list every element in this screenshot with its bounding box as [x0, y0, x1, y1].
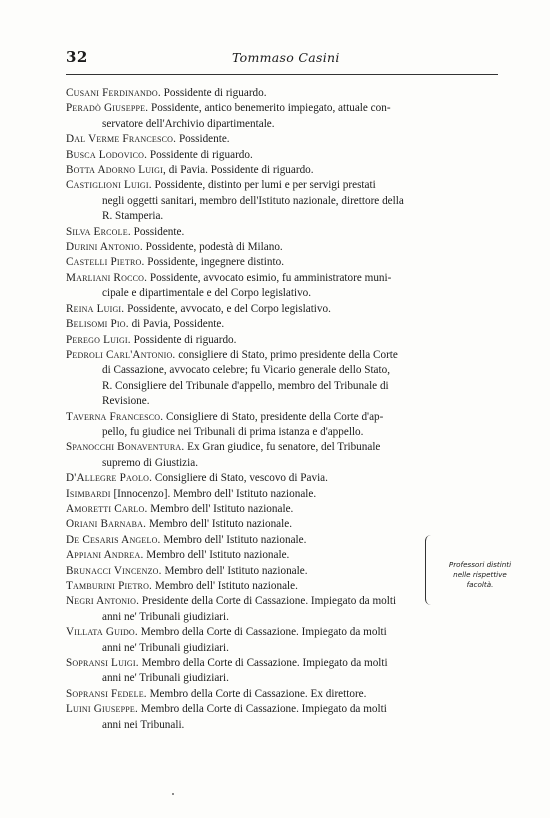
entry-text: Presidente della Corte di Cassazione. Impiegato da molti: [141, 595, 397, 608]
list-item: [66, 410, 498, 441]
entry-text: di Pavia. Possidente di riguardo.: [168, 164, 314, 177]
entry-text: Membro dell' Istituto nazionale.: [148, 518, 293, 531]
entry-text: anni ne' Tribunali giudiziari.: [102, 641, 229, 654]
side-note: [440, 560, 520, 590]
entry-name: Perego Luigi.: [66, 333, 131, 346]
entry-name: D'Allegre Paolo.: [66, 472, 153, 485]
entry-text: di Pavia, Possidente.: [131, 318, 225, 331]
entry-text: consigliere di Stato, primo presidente della Corte: [178, 348, 398, 361]
entry-text: servatore dell'Archivio dipartimentale.: [102, 117, 275, 130]
entry-name: Luini Giuseppe.: [66, 703, 138, 716]
entry-name: Sopransi Luigi.: [66, 657, 139, 670]
list-item: [66, 487, 498, 502]
side-note-line: facoltà.: [466, 580, 494, 589]
entry-text: cipale e dipartimentale e del Corpo legislativo.: [102, 287, 312, 300]
entry-name: Dal Verme Francesco.: [66, 133, 177, 146]
entry-name: Castelli Pietro.: [66, 256, 145, 269]
entry-name: Oriani Barnaba.: [66, 518, 147, 531]
list-item: [66, 178, 498, 224]
list-item: [66, 471, 498, 486]
list-item: [66, 440, 498, 471]
entry-name: Villata Guido.: [66, 626, 138, 639]
entry-text: anni nei Tribunali.: [102, 718, 185, 731]
entry-text: Possidente.: [178, 133, 230, 146]
entry-name: Marliani Rocco.: [66, 271, 148, 284]
header-rule: [66, 74, 498, 75]
entry-text: R. Stamperia.: [102, 210, 164, 223]
page-header: [0, 0, 550, 90]
list-item: [66, 86, 498, 101]
entry-text: Possidente, avvocato, e del Corpo legislativo.: [127, 302, 331, 315]
entry-name: Silva Ercole.: [66, 225, 131, 238]
entry-name: Spanocchi Bonaventura.: [66, 441, 185, 454]
list-item: [66, 702, 498, 733]
list-item: [66, 101, 498, 132]
entry-name: Amoretti Carlo.: [66, 502, 148, 515]
entry-text: supremo di Giustizia.: [102, 456, 199, 469]
side-note-line: nelle rispettive: [453, 570, 507, 579]
entry-text: pello, fu giudice nei Tribunali di prima istanza e d'appello.: [102, 425, 364, 438]
list-item: [66, 502, 498, 517]
entry-name: Tamburini Pietro.: [66, 580, 153, 592]
entry-name: Durini Antonio.: [66, 241, 143, 254]
entry-text: Membro della Corte di Cassazione. Ex direttore.: [149, 687, 367, 700]
list-item: [66, 656, 498, 687]
list-item: [66, 317, 498, 332]
list-item: [66, 333, 498, 348]
list-item: [66, 225, 498, 240]
entry-text: Possidente, podestà di Milano.: [145, 241, 283, 254]
list-item: [66, 240, 498, 255]
entry-list: [66, 86, 498, 733]
list-item: [66, 148, 498, 163]
entry-text: Possidente.: [133, 225, 185, 238]
entry-text: di Cassazione, avvocato celebre; fu Vicario generale dello Stato,: [102, 364, 391, 377]
entry-text: Membro della Corte di Cassazione. Impiegato da molti: [140, 703, 387, 716]
entry-text: Possidente di riguardo.: [163, 87, 267, 99]
entry-name: Negri Antonio.: [66, 595, 140, 608]
entry-text: Ex Gran giudice, fu senatore, del Tribunale: [187, 441, 381, 454]
entry-name: Castiglioni Luigi.: [66, 179, 152, 192]
entry-text: Possidente di riguardo.: [133, 333, 237, 346]
entry-text: anni ne' Tribunali giudiziari.: [102, 672, 229, 685]
entry-name: Brunacci Vincenzo.: [66, 564, 162, 577]
entry-text: anni ne' Tribunali giudiziari.: [102, 610, 229, 623]
entry-text: Possidente, avvocato esimio, fu amministratore muni-: [149, 271, 392, 284]
brace: [425, 535, 435, 605]
list-item: [66, 255, 498, 270]
entry-text: negli oggetti sanitari, membro dell'Istituto nazionale, direttore della: [102, 194, 404, 207]
list-item: [66, 132, 498, 147]
entry-name: Appiani Andrea.: [66, 549, 144, 562]
list-item: [66, 302, 498, 317]
entry-name: Busca Lodovico.: [66, 148, 148, 161]
list-item: [66, 271, 498, 302]
entry-text: Membro dell' Istituto nazionale.: [163, 533, 307, 546]
entry-name: De Cesaris Angelo.: [66, 533, 161, 546]
entry-text: Consigliere di Stato, vescovo di Pavia.: [154, 472, 328, 485]
list-item: [66, 625, 498, 656]
entry-name: Reina Luigi.: [66, 302, 125, 315]
running-head: Tommaso Casini: [232, 50, 340, 65]
entry-text: [Innocenzo]. Membro dell' Istituto nazionale.: [113, 487, 317, 500]
entry-name: Pedroli Carl'Antonio.: [66, 348, 176, 361]
speck: [172, 793, 174, 795]
entry-text: Membro della Corte di Cassazione. Impiegato da molti: [141, 657, 388, 670]
entry-text: Possidente, distinto per lumi e per servigi prestati: [154, 179, 376, 192]
entry-text: Revisione.: [102, 395, 150, 408]
entry-text: Consigliere di Stato, presidente della Corte d'ap-: [166, 410, 384, 423]
list-item: [66, 163, 498, 178]
entry-text: Membro dell' Istituto nazionale.: [164, 564, 308, 577]
page-number: 32: [66, 48, 88, 66]
list-item: [66, 517, 498, 532]
entry-text: Membro dell' Istituto nazionale.: [154, 580, 298, 592]
entry-text: R. Consigliere del Tribunale d'appello, membro del Tribunale di: [102, 379, 389, 392]
side-note-line: Professori distinti: [448, 560, 512, 569]
entry-name: Taverna Francesco.: [66, 410, 164, 423]
entry-text: Membro dell' Istituto nazionale.: [150, 502, 294, 515]
entry-text: Membro dell' Istituto nazionale.: [146, 549, 290, 562]
entry-text: Membro della Corte di Cassazione. Impiegato da molti: [140, 626, 387, 639]
entry-name: Cusani Ferdinando.: [66, 87, 161, 99]
entry-text: Possidente, antico benemerito impiegato, attuale con-: [151, 102, 391, 115]
list-item: [66, 348, 498, 410]
entry-name: Belisomi Pio.: [66, 318, 129, 331]
entry-name: Sopransi Fedele.: [66, 687, 147, 700]
entry-text: Possidente, ingegnere distinto.: [147, 256, 284, 269]
entry-name: Peradò Giuseppe.: [66, 102, 149, 115]
entry-name: Isimbardi: [66, 487, 111, 500]
entry-name: Botta Adorno Luigi,: [66, 164, 166, 177]
list-item: [66, 687, 498, 702]
entry-text: Possidente di riguardo.: [149, 148, 253, 161]
